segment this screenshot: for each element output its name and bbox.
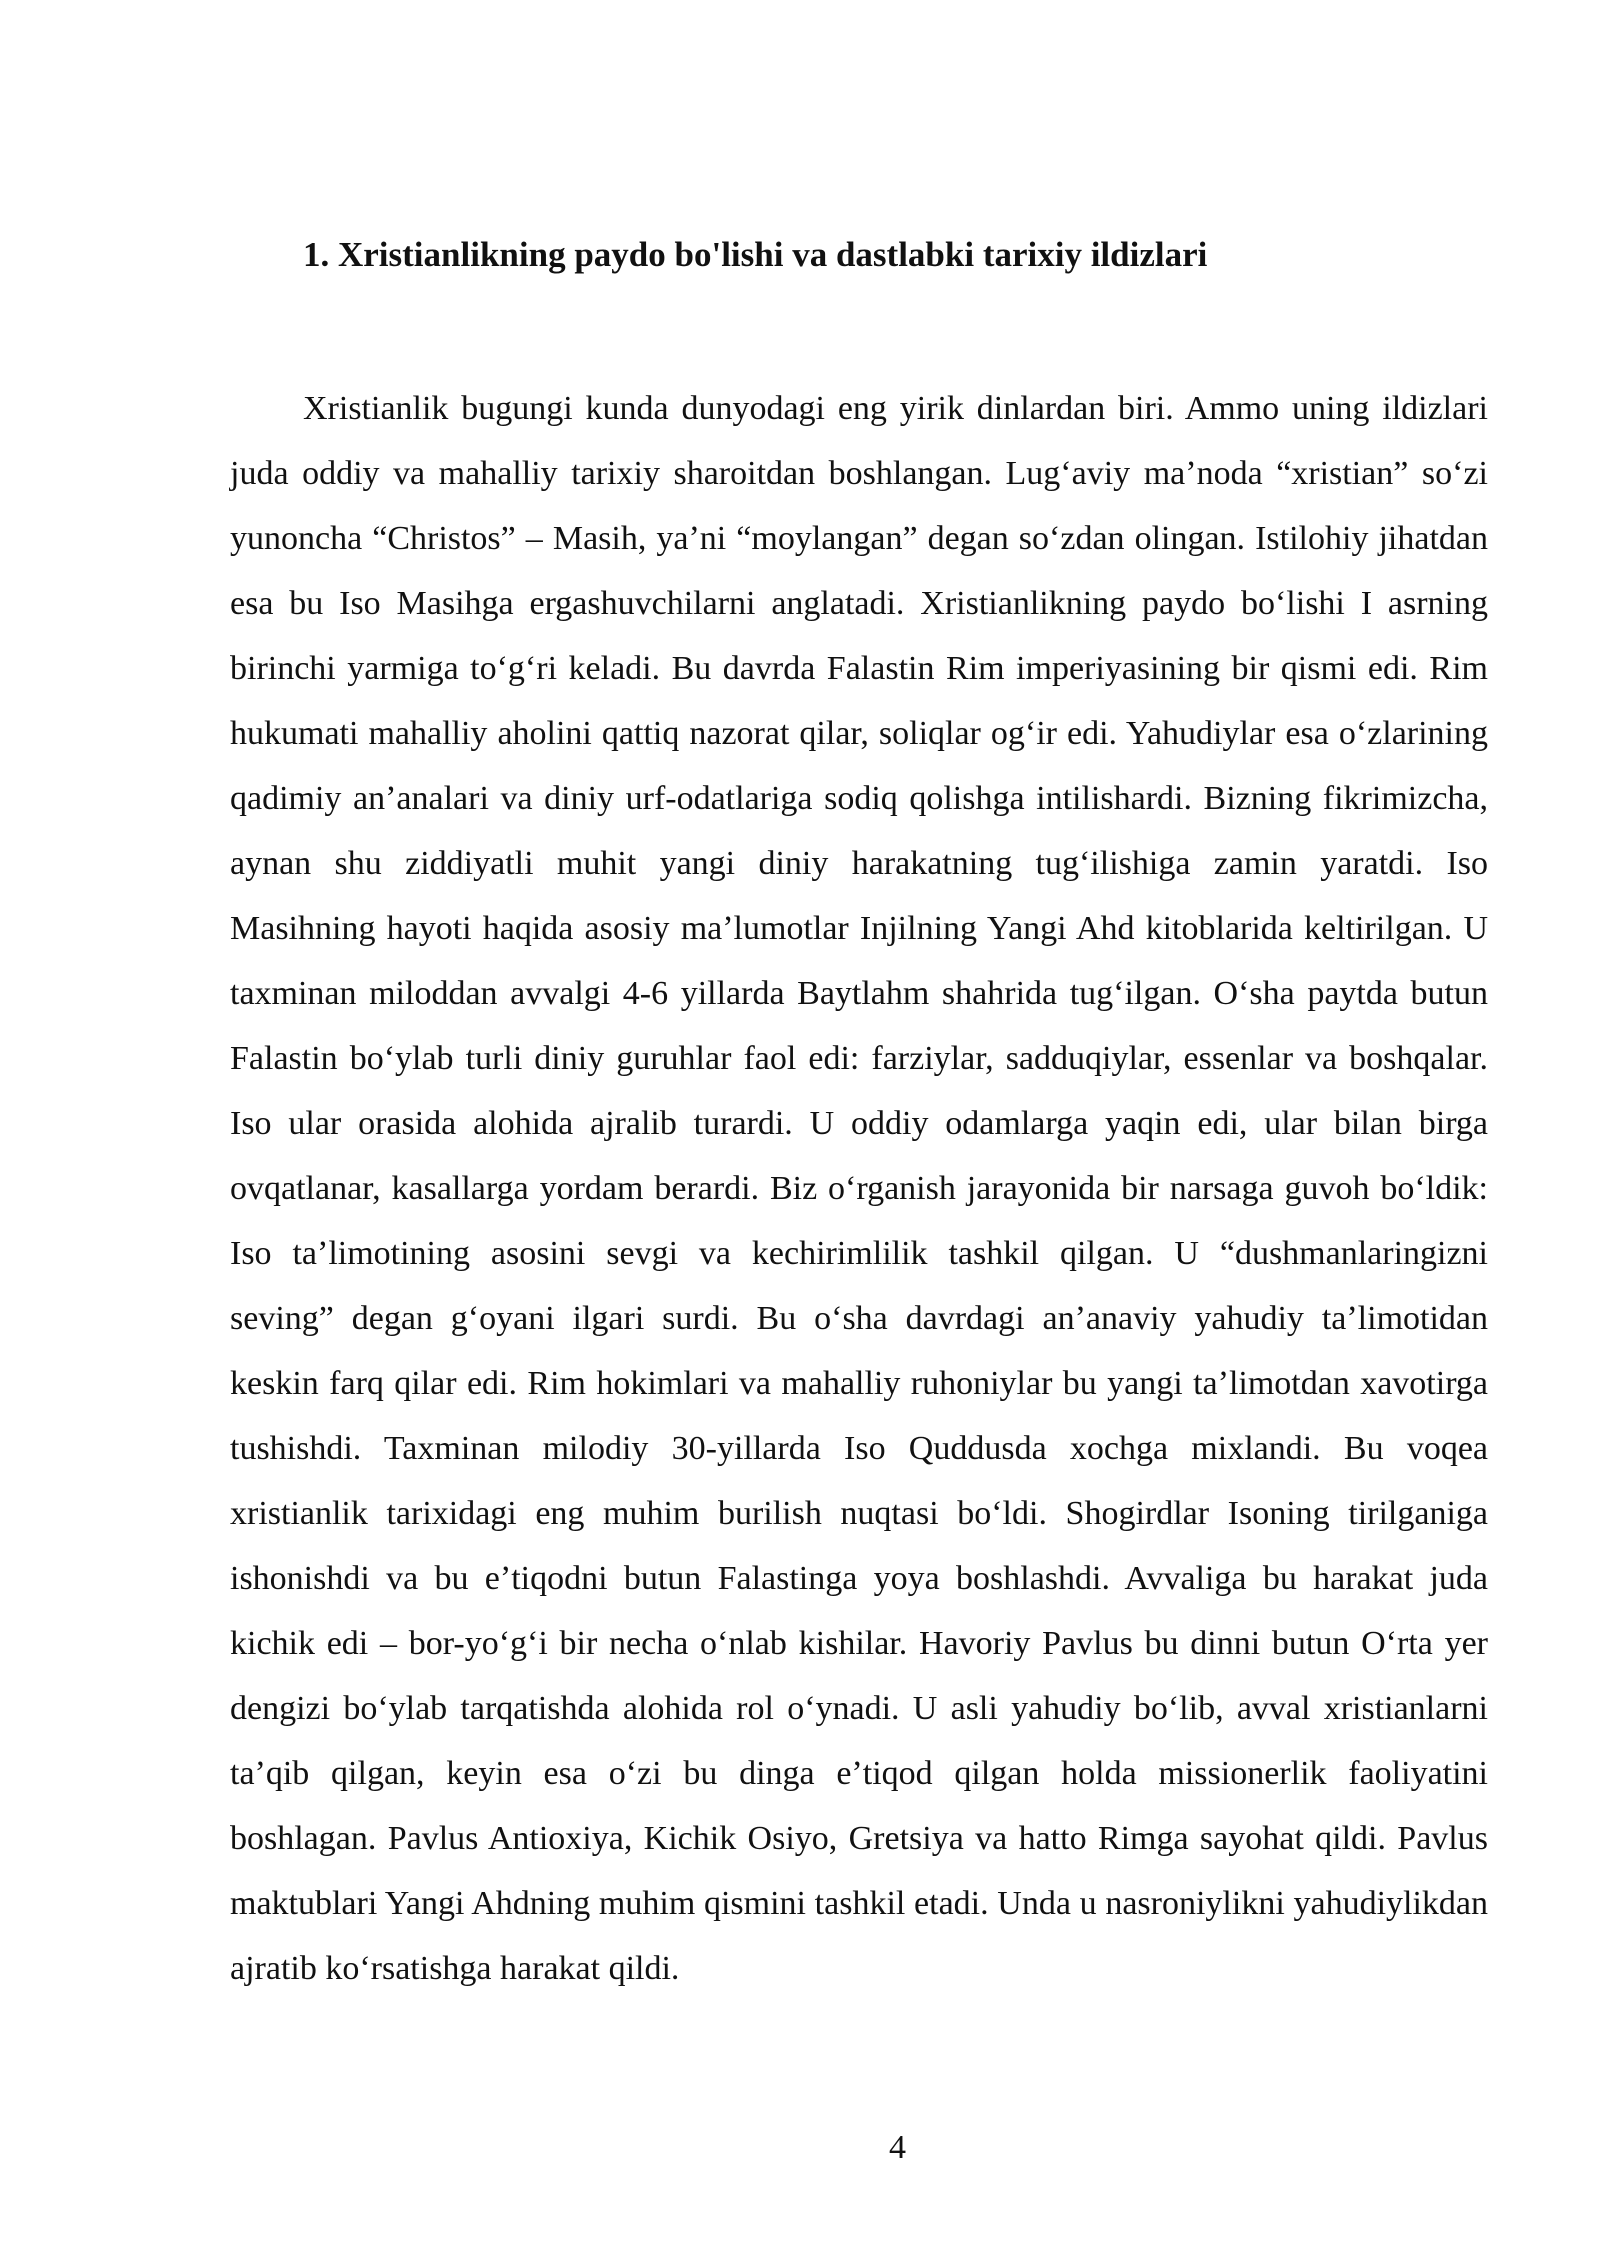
page-number: 4	[889, 2129, 906, 2166]
body-paragraph: Xristianlik bugungi kunda dunyodagi eng yirik dinlardan biri. Ammo uning ildizlari juda oddiy va mahalliy tarixiy sharoitdan boshlangan. Lugʻaviy maʼnoda “xristian” soʻzi yunoncha “Christos” – Masih, yaʼni “moylangan” degan soʻzdan olingan. Istilohiy jihatdan esa bu Iso Masihga ergashuvchilarni anglatadi. Xristianlikning paydo boʻlishi I asrning birinchi yarmiga toʻgʻri keladi. Bu davrda Falastin Rim imperiyasining bir qismi edi. Rim hukumati mahalliy aholini qattiq nazorat qilar, soliqlar ogʻir edi. Yahudiylar esa oʻzlarining qadimiy anʼanalari va diniy urf-odatlariga sodiq qolishga intilishardi. Bizning fikrimizcha, aynan shu ziddiyatli muhit yangi diniy harakatning tugʻilishiga zamin yaratdi. Iso Masihning hayoti haqida asosiy maʼlumotlar Injilning Yangi Ahd kitoblarida keltirilgan. U taxminan miloddan avvalgi 4-6 yillarda Baytlahm shahrida tugʻilgan. Oʻsha paytda butun Falastin boʻylab turli diniy guruhlar faol edi: farziylar, sadduqiylar, essenlar va boshqalar. Iso ular orasida alohida ajralib turardi. U oddiy odamlarga yaqin edi, ular bilan birga ovqatlanar, kasallarga yordam berardi. Biz oʻrganish jarayonida bir narsaga guvoh boʻldik: Iso taʼlimotining asosini sevgi va kechirimlilik tashkil qilgan. U “dushmanlaringizni seving” degan gʻoyani ilgari surdi. Bu oʻsha davrdagi anʼanaviy yahudiy taʼlimotidan keskin farq qilar edi. Rim hokimlari va mahalliy ruhoniylar bu yangi taʼlimotdan xavotirga tushishdi. Taxminan milodiy 30-yillarda Iso Quddusda xochga mixlandi. Bu voqea xristianlik tarixidagi eng muhim burilish nuqtasi boʻldi. Shogirdlar Isoning tirilganiga ishonishdi va bu eʼtiqodni butun Falastinga yoya boshlashdi. Avvaliga bu harakat juda kichik edi – bor-yoʻgʻi bir necha oʻnlab kishilar. Havoriy Pavlus bu dinni butun Oʻrta yer dengizi boʻylab tarqatishda alohida rol oʻynadi. U asli yahudiy boʻlib, avval xristianlarni taʼqib qilgan, keyin esa oʻzi bu dinga eʼtiqod qilgan holda missionerlik faoliyatini boshlagan. Pavlus Antioxiya, Kichik Osiyo, Gretsiya va hatto Rimga sayohat qildi. Pavlus maktublari Yangi Ahdning muhim qismini tashkil etadi. Unda u nasroniylikni yahudiylikdan ajratib koʻrsatishga harakat qildi.	[230, 390, 1488, 1987]
section-heading: 1. Xristianlikning paydo bo'lishi va dastlabki tarixiy ildizlari	[303, 235, 1208, 274]
